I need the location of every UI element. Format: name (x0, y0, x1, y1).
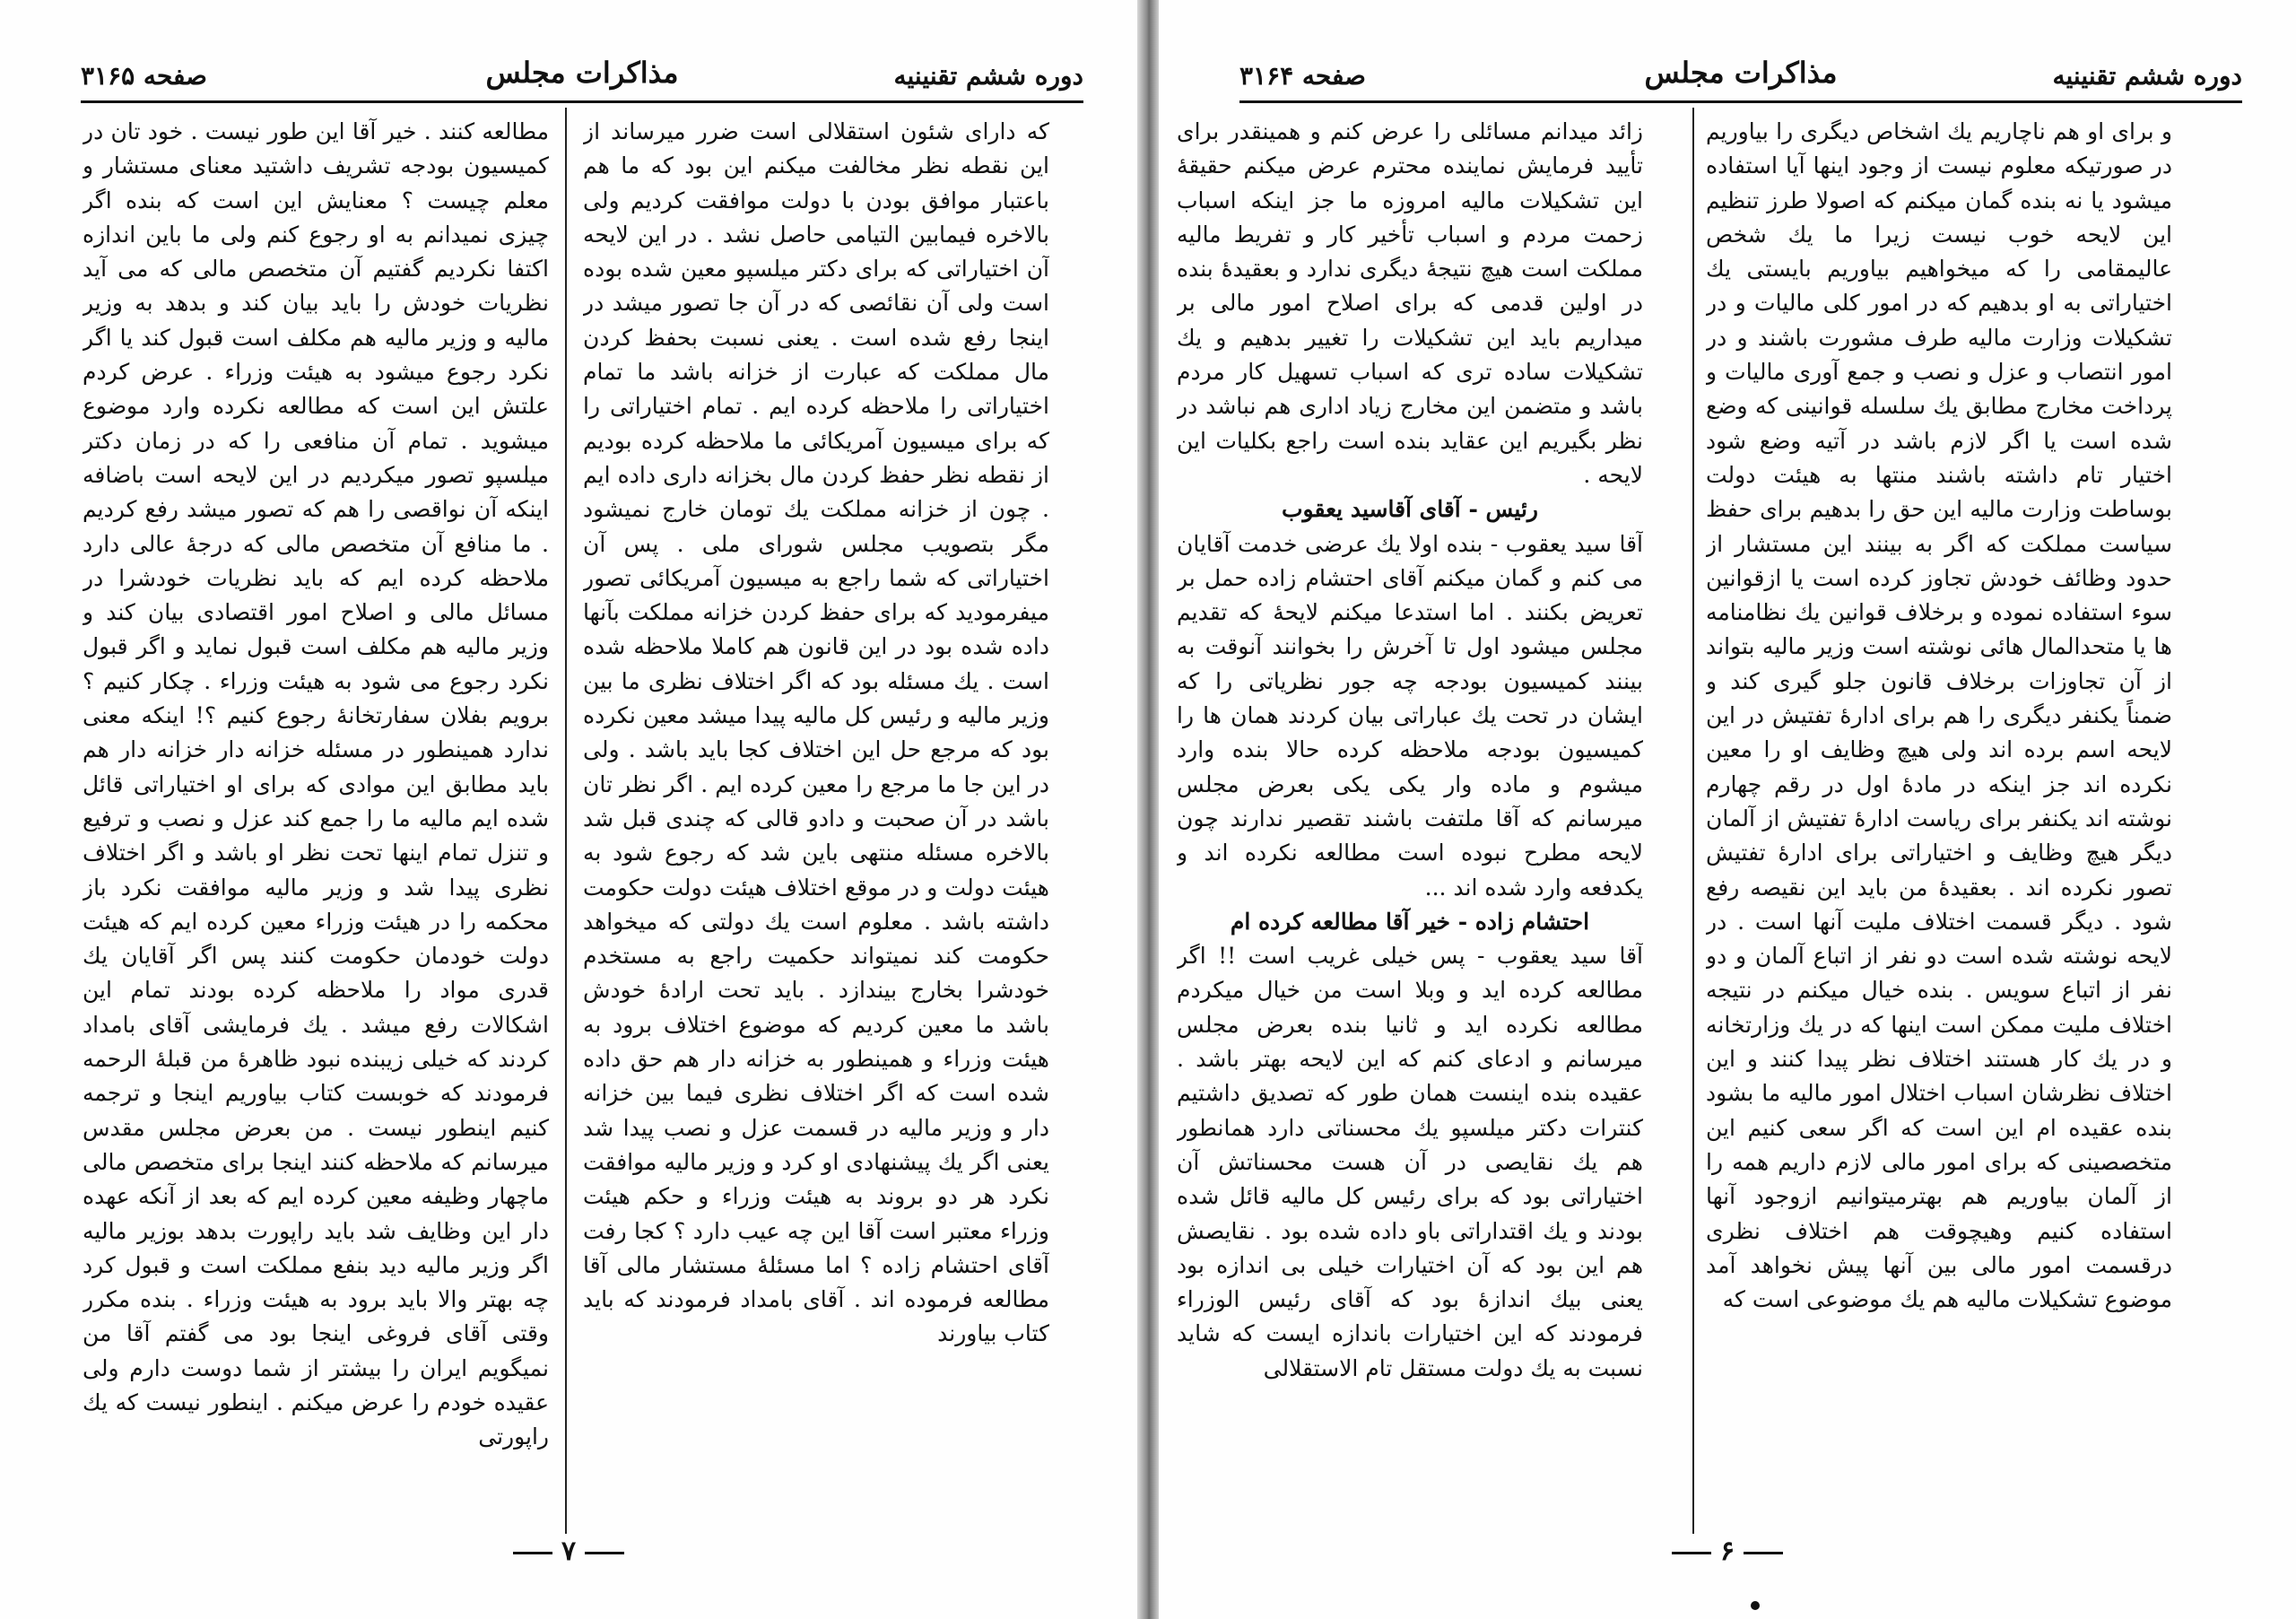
left-page-header-rule (81, 100, 1083, 103)
right-page-left-column-text-3: آقا سید یعقوب - پس خیلی غریب است !! اگر مطالعه کرده اید و وبلا است من خیال میکردم مطالعه نکرده اید و ثانیا بنده بعرض مجلس میرسانم و ادعای کنم که این لایحه بهتر باشد . عقیده بنده اینست همان طور که تصدیق داشتیم کنترات دکتر میلسپو یك محسناتی دارد همانطور هم یك نقایصی در آن هست محسناتش آن اختیاراتی بود که برای رئیس کل مالیه قائل شده بودند و یك اقتداراتی باو داده شده بود . نقایصش هم این بود که آن اختیارات خیلی بی اندازه بود یعنی بیك اندازهٔ بود که آقای رئیس الوزراء فرمودند که این اختیارات باندازه ایست که شاید نسبت به یك دولت مستقل تام الاستقلالی (1177, 943, 1643, 1381)
right-page-right-column-text: و برای او هم ناچاریم یك اشخاص دیگری را بیاوریم در صورتیکه معلوم نیست از وجود اینها آیا استفاده میشود یا نه بنده گمان میکنم که اصولا طرز تنظیم این لایحه خوب نیست زیرا ما یك شخص عالیمقامی را که میخواهیم بیاوریم بایستی یك اختیاراتی به او بدهیم که در امور کلی مالیات و در تشکیلات وزارت مالیه طرف مشورت باشند و در امور انتصاب و عزل و نصب و جمع آوری مالیات و پرداخت مخارج مطابق یك سلسله قوانینی که وضع شده است یا اگر لازم باشد در آتیه وضع شود اختیار تام داشته باشند منتها به هیئت دولت بوساطت وزارت مالیه این حق را بدهیم برای حفظ سیاست مملکت که اگر به بینند این مستشار از حدود وظائف خودش تجاوز کرده است یا ازقوانین سوء استفاده نموده و برخلاف قوانین یك نظامنامه ها یا متحدالمال هائی نوشته است وزیر مالیه بتواند از آن تجاوزات برخلاف قانون جلو گیری کند و ضمناً یکنفر دیگری را هم برای ادارهٔ تفتیش در این لایحه اسم برده اند ولی هیچ وظایف او را معین نکرده اند جز اینکه در مادهٔ اول در رقم چهارم نوشته اند یکنفر برای ریاست ادارهٔ تفتیش از آلمان دیگر هیچ وظایف و اختیاراتی برای ادارهٔ تفتیش تصور نکرده اند . بعقیدهٔ من باید این نقیصه رفع شود . دیگر قسمت اختلاف ملیت آنها است . در لایحه نوشته شده است دو نفر از اتباع آلمان و دو نفر از اتباع سویس . بنده خیال میکنم در نتیجه اختلاف ملیت ممکن است اینها که در یك وزارتخانه و در یك کار هستند اختلاف نظر پیدا کنند و این اختلاف نظرشان اسباب اختلال امور مالیه ما بشود بنده عقیده ام این است که اگر سعی کنیم این متخصصینی که برای امور مالی لازم داریم همه را از آلمان بیاوریم هم بهترمیتوانیم ازوجود آنها استفاده کنیم وهیچوقت هم اختلاف نظری درقسمت امور مالی بین آنها پیش نخواهد آمد موضوع تشکیلات مالیه هم یك موضوعی است که (1706, 118, 2172, 1313)
right-page-footer (1159, 1536, 2296, 1567)
right-page-left-column-text-2: آقا سید یعقوب - بنده اولا یك عرضی خدمت آقایان می کنم و گمان میکنم آقای احتشام زاده حمل بر تعریض بکنند . اما استدعا میکنم لایحهٔ که تقدیم مجلس میشود اول تا آخرش را بخوانند آنوقت به بینند کمیسیون بودجه چه جور نظریاتی را که ایشان در تحت یك عباراتی بیان کردند همان ها را کمیسیون بودجه ملاحظه کرده حالا بنده وارد میشوم و ماده وار یکی یکی بعرض مجلس میرسانم که آقا ملتفت باشند تقصیر ندارند چون لایحه مطرح نبوده است مطالعه نکرده اند و یکدفعه وارد شده اند ... (1177, 530, 1643, 901)
right-page-column-divider (1692, 108, 1694, 1534)
right-page-header (1239, 54, 2242, 97)
footer-dash (513, 1552, 552, 1554)
footer-dash (1672, 1552, 1711, 1554)
left-page-folio: ۷ (561, 1536, 577, 1567)
right-page-header-rule (1239, 100, 2242, 103)
left-page-column-divider (565, 108, 567, 1534)
right-page-left-column-text-1: زائد میدانم مسائلی را عرض کنم و همینقدر برای تأیید فرمایش نماینده محترم عرض میکنم حقیقهٔ این تشکیلات مالیه امروزه ما جز اینکه اسباب زحمت مردم و اسباب تأخیر کار و تفریط مالیه مملکت است هیچ نتیجهٔ دیگری ندارد و بعقیدهٔ بنده در اولین قدمی که برای اصلاح امور مالی بر میداریم باید این تشکیلات را تغییر بدهیم و یك تشکیلات ساده تری که اسباب تسهیل کار مردم باشد و متضمن این مخارج زیاد اداری هم نباشد در نظر بگیریم این عقاید بنده است راجع بکلیات این لایحه . (1177, 118, 1643, 488)
left-page-header (81, 54, 1083, 97)
left-page (0, 0, 1137, 1619)
book-gutter (1137, 0, 1159, 1619)
left-page-footer (0, 1536, 1137, 1567)
speaker-heading: رئیس - آقای آقاسید یعقوب (1282, 496, 1538, 523)
left-page-left-column (83, 115, 549, 1496)
right-page-header-session: دوره ششم تقنینیه (2052, 61, 2242, 91)
right-page-header-title: مذاکرات مجلس (1644, 56, 1838, 90)
footer-dash (1744, 1552, 1783, 1554)
right-page-left-column (1177, 115, 1643, 1496)
left-page-left-column-text: مطالعه کنند . خیر آقا این طور نیست . خود تان در کمیسیون بودجه تشریف داشتید معنای مستشار و معلم چیست ؟ معنایش این است که بنده اگر چیزی نمیدانم به او رجوع کنم ولی ما باین اندازه اکتفا نکردیم گفتیم آن متخصص مالی که می آید نظریات خودش را باید بیان کند و بدهد به وزیر مالیه و وزیر مالیه هم مکلف است قبول کند یا اگر نکرد رجوع میشود به هیئت وزراء . عرض کردم علتش این است که مطالعه نکرده وارد موضوع میشوید . تمام آن منافعی را که در زمان دکتر میلسپو تصور میکردیم در این لایحه است باضافه اینکه آن نواقصی را هم که تصور میشد رفع کردیم . ما منافع آن متخصص مالی که درجهٔ عالی دارد ملاحظه کرده ایم که باید نظریات خودشرا در مسائل مالی و اصلاح امور اقتصادی بیان کند و وزیر مالیه هم مکلف است قبول نماید و اگر قبول نکرد رجوع می شود به هیئت وزراء . چکار کنیم ؟ برویم بفلان سفارتخانهٔ رجوع کنیم ؟! اینکه معنی ندارد همینطور در مسئله خزانه دار خزانه دار هم باید مطابق این موادی که برای او اختیاراتی قائل شده ایم مالیه ما را جمع کند عزل و نصب و ترفیع و تنزل تمام اینها تحت نظر او باشد و اگر اختلاف نظری پیدا شد و وزیر مالیه موافقت نکرد باز محکمه را در هیئت وزراء معین کرده ایم که هیئت دولت خودمان حکومت کنند پس اگر آقایان یك قدری مواد را ملاحظه کرده بودند تمام این اشکالات رفع میشد . یك فرمایشی آقای بامداد کردند که خیلی زیبنده نبود ظاهرهٔ من قبلهٔ الرحمه فرمودند که خوبست کتاب بیاوریم اینجا و ترجمه کنیم اینطور نیست . من بعرض مجلس مقدس میرسانم که ملاحظه کنند اینجا برای متخصص مالی ماچهار وظیفه معین کرده ایم که بعد از آنکه عهده دار این وظایف شد باید راپورت بدهد بوزیر مالیه اگر وزیر مالیه دید بنفع مملکت است و قبول کرد چه بهتر والا باید برود به هیئت وزراء . بنده مکرر وقتی آقای فروغی اینجا بود می گفتم آقا من نمیگویم ایران را بیشتر از شما دوست دارم ولی عقیده خودم را عرض میکنم . اینطور نیست که یك راپورتی (83, 118, 549, 1450)
right-page-right-column (1706, 115, 2172, 1496)
left-page-right-column-text: که دارای شئون استقلالی است ضرر میرساند از این نقطه نظر مخالفت میکنم این بود که ما هم باعتبار موافق بودن با دولت موافقت کردیم ولی بالاخره فیمابین التیامی حاصل نشد . در این لایحه آن اختیاراتی که برای دکتر میلسپو معین شده بوده است ولی آن نقائصی که در آن جا تصور میشد در اینجا رفع شده است . یعنی نسبت بحفظ کردن مال مملکت که عبارت از خزانه باشد ما تمام اختیاراتی را ملاحظه کرده ایم . تمام اختیاراتی را که برای میسیون آمریکائی ما ملاحظه کرده بودیم از نقطه نظر حفظ کردن مال بخزانه داری داده ایم . چون از خزانه مملکت یك تومان خارج نمیشود مگر بتصویب مجلس شورای ملی . پس آن اختیاراتی که شما راجع به میسیون آمریکائی تصور میفرمودید که برای حفظ کردن خزانه مملکت بآنها داده شده بود در این قانون هم کاملا ملاحظه شده است . یك مسئله بود که اگر اختلاف نظری ما بین وزیر مالیه و رئیس کل مالیه پیدا میشد معین نکرده بود که مرجع حل این اختلاف کجا باید باشد . ولی در این جا ما مرجع را معین کرده ایم . اگر نظر تان باشد در آن صحبت و دادو قالی که چندی قبل شد بالاخره مسئله منتهی باین شد که رجوع شود به هیئت دولت و در موقع اختلاف هیئت دولت حکومت داشته باشد . معلوم است یك دولتی که میخواهد حکومت کند نمیتواند حکمیت راجع به مستخدم خودشرا بخارج بیندازد . باید تحت ارادهٔ خودش باشد ما معین کردیم که موضوع اختلاف برود به هیئت وزراء و همینطور به خزانه دار هم حق داده شده است که اگر اختلاف نظری فیما بین خزانه دار و وزیر مالیه در قسمت عزل و نصب پیدا شد یعنی اگر یك پیشنهادی او کرد و وزیر مالیه موافقت نکرد هر دو بروند به هیئت وزراء و حکم هیئت وزراء معتبر است آقا این چه عیب دارد ؟ کجا رفت آقای احتشام زاده ؟ اما مسئلهٔ مستشار مالی آقا مطالعه فرموده اند . آقای بامداد فرمودند که باید کتاب بیاورند (583, 118, 1049, 1347)
right-page-header-page-number: صفحه ۳۱۶۴ (1239, 61, 1366, 91)
right-page (1159, 0, 2296, 1619)
speaker-heading: احتشام زاده - خیر آقا مطالعه کرده ام (1230, 908, 1590, 935)
left-page-header-session: دوره ششم تقنینیه (893, 61, 1083, 91)
right-page-folio: ۶ (1719, 1536, 1735, 1567)
left-page-header-page-number: صفحه ۳۱۶۵ (81, 61, 207, 91)
left-page-header-title: مذاکرات مجلس (485, 56, 679, 90)
footer-dash (585, 1552, 624, 1554)
ink-speck (1751, 1601, 1760, 1610)
left-page-right-column (583, 115, 1049, 1496)
